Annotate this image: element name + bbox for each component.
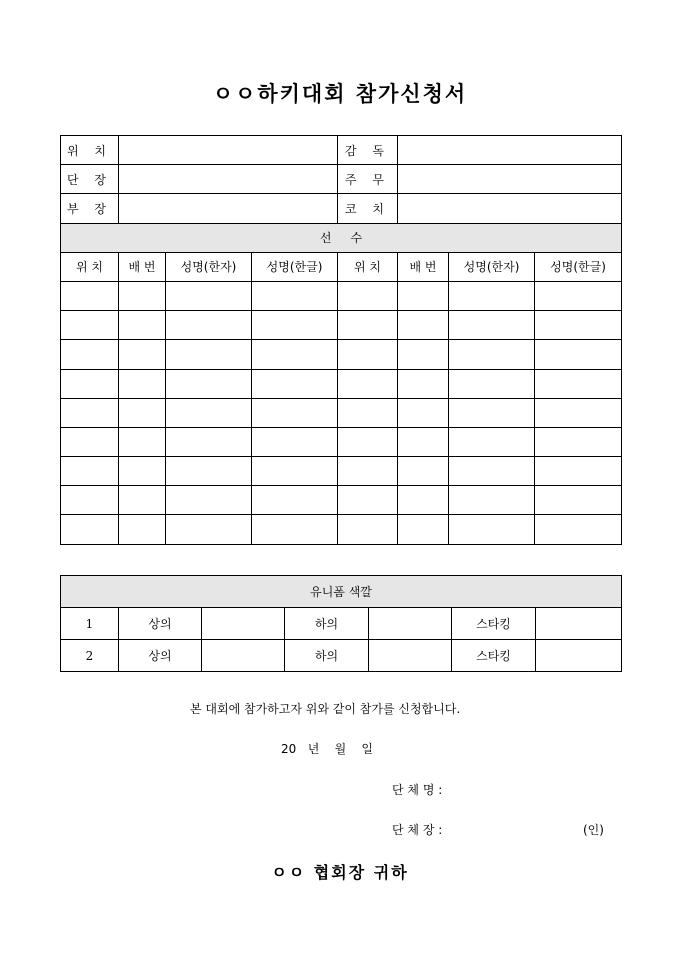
player-entry-cell[interactable] — [338, 427, 398, 456]
player-entry-cell[interactable] — [449, 457, 535, 486]
player-entry-cell[interactable] — [338, 369, 398, 398]
bottom-color-cell[interactable] — [369, 608, 452, 640]
player-entry-cell[interactable] — [252, 457, 338, 486]
player-entry-cell[interactable] — [119, 427, 166, 456]
top-label: 상의 — [119, 640, 202, 672]
player-entry-cell[interactable] — [61, 515, 119, 544]
player-entry-cell[interactable] — [535, 515, 622, 544]
player-entry-cell[interactable] — [61, 398, 119, 427]
player-entry-cell[interactable] — [398, 515, 449, 544]
player-entry-cell[interactable] — [449, 369, 535, 398]
staff-value-director[interactable] — [398, 136, 622, 165]
uniform-header: 유니폼 색깔 — [61, 576, 622, 608]
column-header: 성명(한자) — [449, 252, 535, 281]
players-header: 선 수 — [61, 223, 622, 252]
uniform-table — [60, 575, 622, 672]
player-entry-cell[interactable] — [119, 398, 166, 427]
player-entry-cell[interactable] — [449, 515, 535, 544]
player-row — [61, 311, 622, 340]
staff-value-manager[interactable] — [398, 165, 622, 194]
column-header: 성명(한글) — [252, 252, 338, 281]
column-header: 위 치 — [61, 252, 119, 281]
player-entry-cell[interactable] — [166, 311, 252, 340]
player-entry-cell[interactable] — [338, 515, 398, 544]
column-header: 위 치 — [338, 252, 398, 281]
top-color-cell[interactable] — [202, 640, 285, 672]
player-entry-cell[interactable] — [61, 369, 119, 398]
date-line: 20 년 월 일 — [281, 742, 374, 756]
player-entry-cell[interactable] — [449, 311, 535, 340]
players-header-row — [61, 223, 622, 252]
player-entry-cell[interactable] — [535, 281, 622, 310]
player-row — [61, 515, 622, 544]
player-entry-cell[interactable] — [398, 427, 449, 456]
player-row — [61, 427, 622, 456]
top-color-cell[interactable] — [202, 608, 285, 640]
uniform-row — [61, 608, 622, 640]
player-row — [61, 457, 622, 486]
uniform-row-number: 1 — [61, 608, 119, 640]
player-entry-cell[interactable] — [252, 486, 338, 515]
uniform-header-row — [61, 576, 622, 608]
staff-value-vice-leader[interactable] — [119, 194, 338, 223]
uniform-row — [61, 640, 622, 672]
staff-value-team-leader[interactable] — [119, 165, 338, 194]
player-entry-cell[interactable] — [166, 427, 252, 456]
player-entry-cell[interactable] — [449, 340, 535, 369]
player-entry-cell[interactable] — [398, 281, 449, 310]
player-entry-cell[interactable] — [398, 369, 449, 398]
player-entry-cell[interactable] — [252, 311, 338, 340]
column-header: 성명(한글) — [535, 252, 622, 281]
player-entry-cell[interactable] — [119, 486, 166, 515]
column-header: 배 번 — [119, 252, 166, 281]
player-entry-cell[interactable] — [535, 457, 622, 486]
player-entry-cell[interactable] — [252, 281, 338, 310]
player-entry-cell[interactable] — [535, 369, 622, 398]
staff-label-coach: 코 치 — [338, 194, 398, 223]
player-entry-cell[interactable] — [252, 340, 338, 369]
player-entry-cell[interactable] — [61, 340, 119, 369]
player-entry-cell[interactable] — [535, 311, 622, 340]
player-entry-cell[interactable] — [449, 281, 535, 310]
player-entry-cell[interactable] — [535, 340, 622, 369]
sticking-label: 스타킹 — [452, 608, 536, 640]
sticking-label: 스타킹 — [452, 640, 536, 672]
player-entry-cell[interactable] — [119, 281, 166, 310]
staff-row — [61, 136, 622, 165]
team-name-label: 단 체 명 : — [392, 783, 443, 797]
player-entry-cell[interactable] — [338, 340, 398, 369]
player-entry-cell[interactable] — [449, 398, 535, 427]
player-entry-cell[interactable] — [119, 311, 166, 340]
staff-value-position[interactable] — [119, 136, 338, 165]
player-entry-cell[interactable] — [166, 457, 252, 486]
staff-value-coach[interactable] — [398, 194, 622, 223]
staff-label-vice-leader: 부 장 — [61, 194, 119, 223]
player-entry-cell[interactable] — [398, 311, 449, 340]
player-entry-cell[interactable] — [166, 281, 252, 310]
player-entry-cell[interactable] — [252, 515, 338, 544]
player-entry-cell[interactable] — [252, 369, 338, 398]
uniform-row-number: 2 — [61, 640, 119, 672]
seal-mark: (인) — [583, 823, 604, 837]
bottom-color-cell[interactable] — [369, 640, 452, 672]
staff-row — [61, 194, 622, 223]
player-entry-cell[interactable] — [166, 369, 252, 398]
player-entry-cell[interactable] — [535, 398, 622, 427]
sticking-color-cell[interactable] — [536, 608, 622, 640]
player-entry-cell[interactable] — [166, 398, 252, 427]
player-entry-cell[interactable] — [338, 398, 398, 427]
player-entry-cell[interactable] — [535, 486, 622, 515]
addressee: ㅇㅇ 협회장 귀하 — [271, 863, 409, 882]
player-row — [61, 486, 622, 515]
player-entry-cell[interactable] — [338, 486, 398, 515]
column-header: 배 번 — [398, 252, 449, 281]
player-entry-cell[interactable] — [61, 427, 119, 456]
player-entry-cell[interactable] — [61, 311, 119, 340]
staff-label-position: 위 치 — [61, 136, 119, 165]
player-entry-cell[interactable] — [119, 457, 166, 486]
player-entry-cell[interactable] — [252, 427, 338, 456]
player-entry-cell[interactable] — [398, 398, 449, 427]
staff-label-manager: 주 무 — [338, 165, 398, 194]
player-entry-cell[interactable] — [119, 515, 166, 544]
player-entry-cell[interactable] — [61, 457, 119, 486]
staff-label-team-leader: 단 장 — [61, 165, 119, 194]
application-statement: 본 대회에 참가하고자 위와 같이 참가를 신청합니다. — [190, 702, 461, 716]
form-title: ㅇㅇ하키대회 참가신청서 — [212, 81, 468, 106]
player-entry-cell[interactable] — [449, 427, 535, 456]
player-entry-cell[interactable] — [398, 340, 449, 369]
player-row — [61, 281, 622, 310]
top-label: 상의 — [119, 608, 202, 640]
player-entry-cell[interactable] — [61, 281, 119, 310]
bottom-label: 하의 — [285, 640, 369, 672]
team-head-label: 단 체 장 : — [392, 823, 443, 837]
player-entry-cell[interactable] — [119, 340, 166, 369]
bottom-label: 하의 — [285, 608, 369, 640]
staff-label-director: 감 독 — [338, 136, 398, 165]
player-entry-cell[interactable] — [119, 369, 166, 398]
column-header: 성명(한자) — [166, 252, 252, 281]
player-entry-cell[interactable] — [252, 398, 338, 427]
player-entry-cell[interactable] — [398, 457, 449, 486]
player-row — [61, 398, 622, 427]
entry-table — [60, 135, 622, 545]
player-entry-cell[interactable] — [166, 515, 252, 544]
player-entry-cell[interactable] — [61, 486, 119, 515]
player-entry-cell[interactable] — [535, 427, 622, 456]
player-columns-row — [61, 252, 622, 281]
player-entry-cell[interactable] — [338, 311, 398, 340]
player-row — [61, 340, 622, 369]
player-entry-cell[interactable] — [449, 486, 535, 515]
player-entry-cell[interactable] — [398, 486, 449, 515]
staff-row — [61, 165, 622, 194]
player-entry-cell[interactable] — [166, 486, 252, 515]
player-entry-cell[interactable] — [338, 281, 398, 310]
player-row — [61, 369, 622, 398]
sticking-color-cell[interactable] — [536, 640, 622, 672]
player-entry-cell[interactable] — [166, 340, 252, 369]
player-entry-cell[interactable] — [338, 457, 398, 486]
